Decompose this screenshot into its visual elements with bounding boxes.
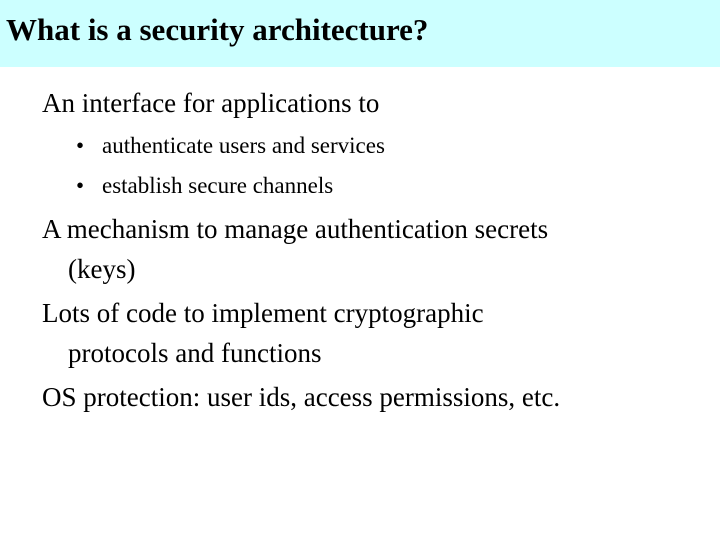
point-mechanism-continuation: (keys) [68, 254, 136, 284]
subpoint-authenticate: authenticate users and services [102, 133, 385, 158]
point-mechanism: A mechanism to manage authentication secrets [42, 214, 549, 244]
bullet-glyph: • [76, 173, 85, 198]
point-code: Lots of code to implement cryptographic [42, 298, 484, 328]
slide-title: What is a security architecture? [6, 12, 429, 47]
bullet-glyph: • [76, 133, 85, 158]
point-interface: An interface for applications to [42, 88, 380, 118]
title-bar [0, 0, 720, 67]
point-code-continuation: protocols and functions [68, 338, 322, 368]
subpoint-channels: establish secure channels [102, 173, 334, 198]
point-os-protection: OS protection: user ids, access permissions, etc. [42, 382, 561, 412]
